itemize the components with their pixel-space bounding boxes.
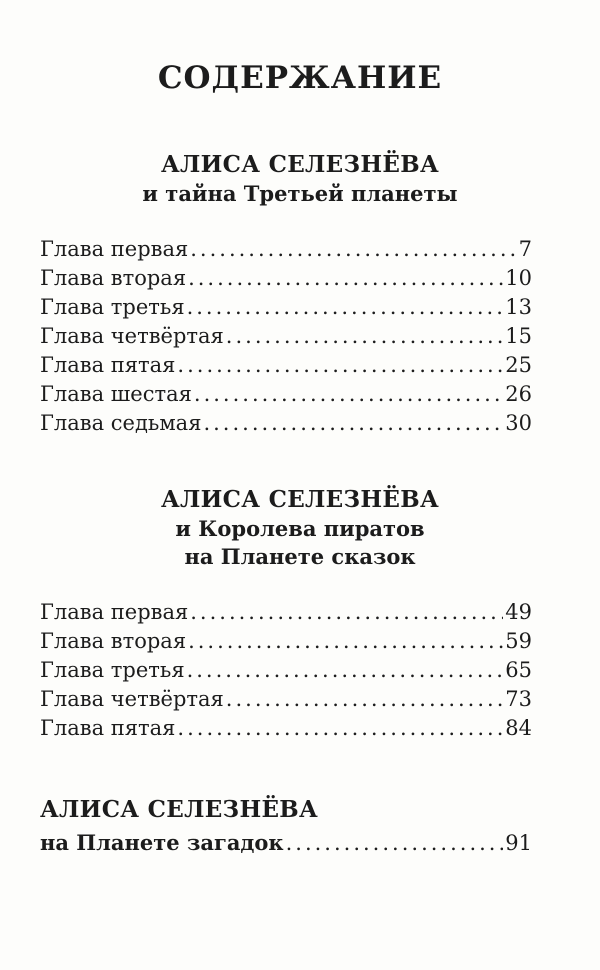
page-number: 15 [505,324,532,348]
page-number: 25 [505,353,532,377]
page-number: 7 [518,237,532,261]
leader-dots [226,685,503,714]
book-2-subtitle-line-1: и Королева пиратов [175,516,425,541]
leader-dots [203,409,503,438]
page-number: 65 [505,658,532,682]
chapter-label: Глава третья [40,658,185,682]
toc-entry[interactable] [40,264,532,293]
chapter-label: Глава первая [40,237,189,261]
book-2-subtitle-line-2: на Планете сказок [184,544,416,569]
book-1-heading [0,150,600,208]
book-2-chapter-list [40,598,532,743]
toc-entry[interactable] [40,351,532,380]
chapter-label: Глава четвёртая [40,687,224,711]
toc-entry[interactable] [40,409,532,438]
leader-dots [177,351,503,380]
book-2-title: АЛИСА СЕЛЕЗНЁВА [160,486,440,513]
chapter-label: Глава шестая [40,382,192,406]
page-number: 49 [505,600,532,624]
page-title: СОДЕРЖАНИЕ [157,60,443,96]
toc-entry[interactable] [40,598,532,627]
toc-entry[interactable] [40,828,532,858]
chapter-label: Глава седьмая [40,411,202,435]
chapter-label: Глава вторая [40,629,187,653]
book-3-title: АЛИСА СЕЛЕЗНЁВА [40,796,319,823]
leader-dots [190,235,516,264]
page-number: 30 [505,411,532,435]
book-2-heading [0,485,600,571]
leader-dots [187,293,504,322]
leader-dots [190,598,503,627]
page-number: 73 [505,687,532,711]
book-1-subtitle: и тайна Третьей планеты [142,181,458,206]
page-number: 13 [505,295,532,319]
page-number: 26 [505,382,532,406]
leader-dots [188,627,503,656]
leader-dots [177,714,503,743]
book-1-chapter-list [40,235,532,438]
toc-entry[interactable] [40,714,532,743]
toc-entry[interactable] [40,685,532,714]
toc-entry[interactable] [40,380,532,409]
page-number: 91 [505,831,532,855]
toc-entry[interactable] [40,627,532,656]
chapter-label: Глава вторая [40,266,187,290]
book-1-title: АЛИСА СЕЛЕЗНЁВА [160,151,440,178]
leader-dots [188,264,503,293]
toc-entry[interactable] [40,293,532,322]
book-3-heading [40,795,318,825]
page-number: 59 [505,629,532,653]
toc-entry[interactable] [40,656,532,685]
chapter-label: на Планете загадок [40,830,284,855]
toc-entry[interactable] [40,235,532,264]
chapter-label: Глава пятая [40,353,176,377]
leader-dots [194,380,503,409]
page-number: 84 [505,716,532,740]
toc-entry[interactable] [40,322,532,351]
chapter-label: Глава пятая [40,716,176,740]
chapter-label: Глава третья [40,295,185,319]
chapter-label: Глава первая [40,600,189,624]
leader-dots [286,829,504,858]
leader-dots [187,656,504,685]
chapter-label: Глава четвёртая [40,324,224,348]
page-number: 10 [505,266,532,290]
leader-dots [226,322,503,351]
